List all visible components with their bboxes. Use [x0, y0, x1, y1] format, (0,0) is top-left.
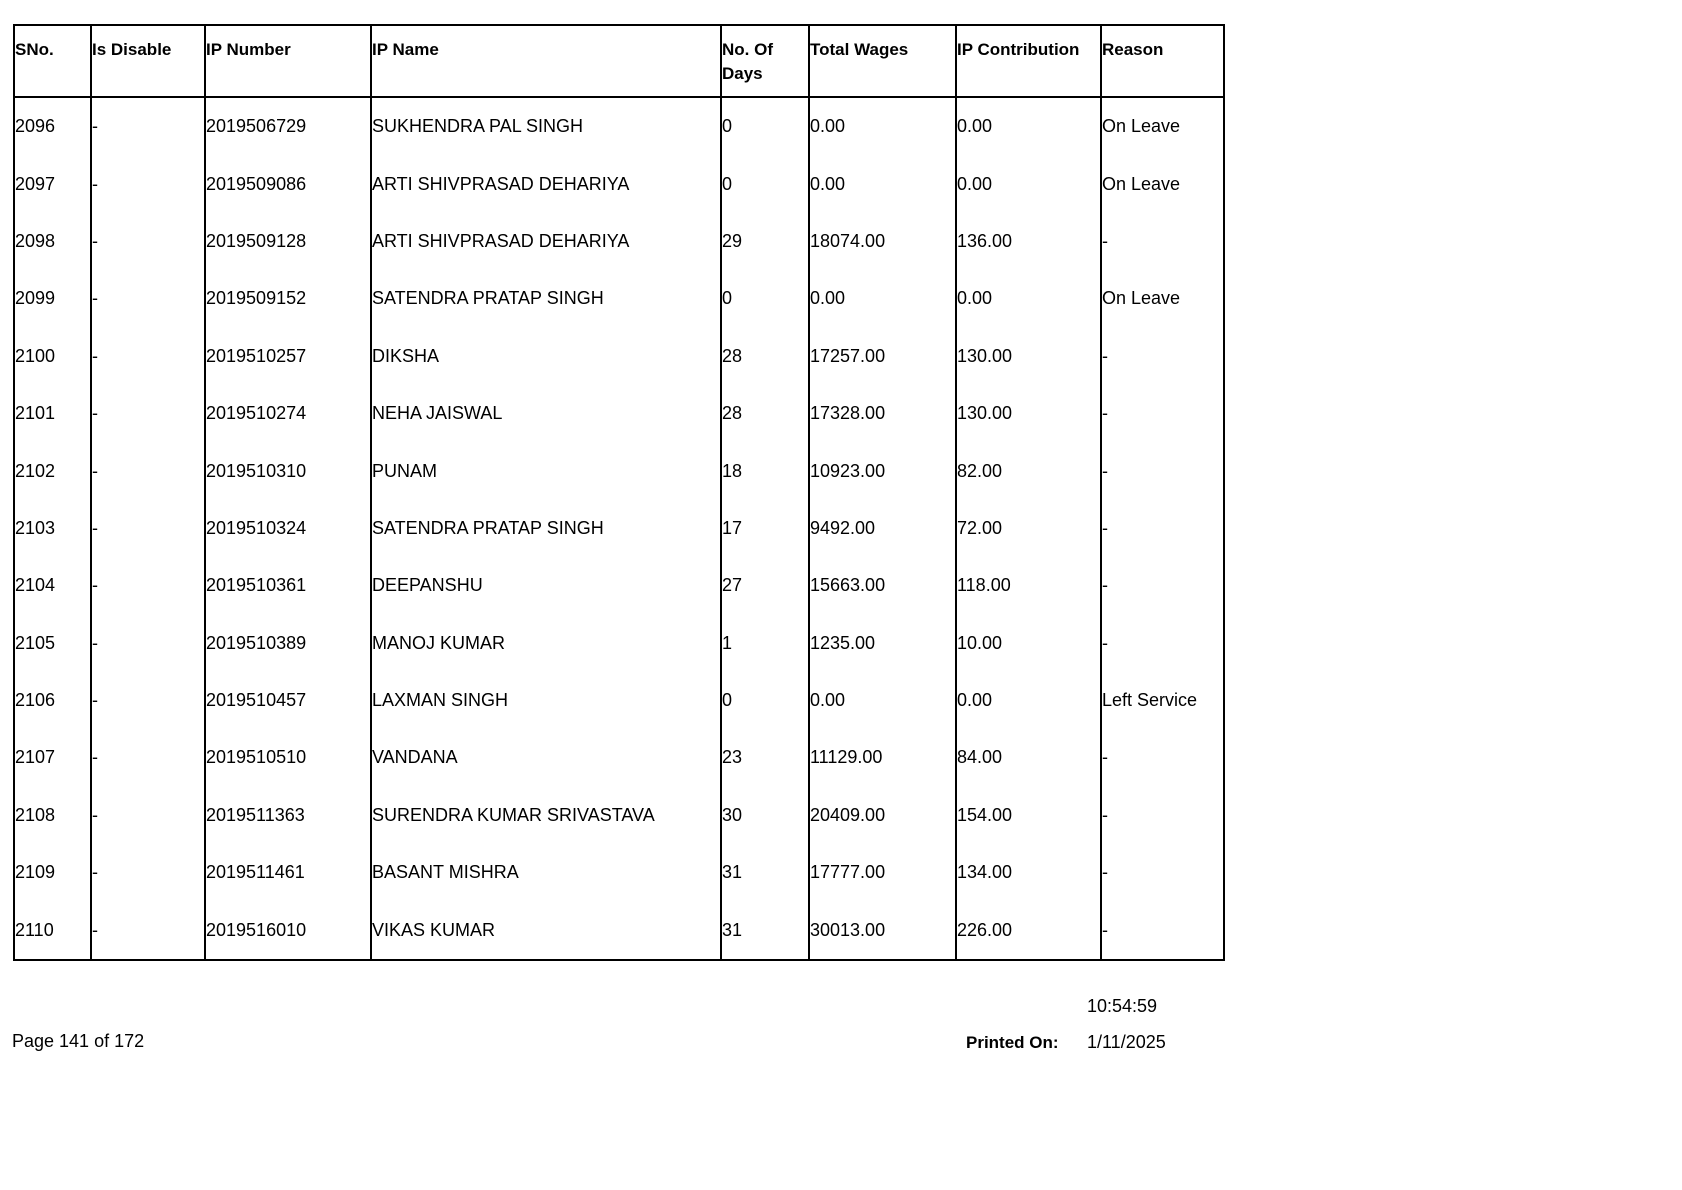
page-number: Page 141 of 172 [12, 1031, 145, 1051]
cell-reason: On Leave [1101, 155, 1224, 212]
cell-is-disable: - [91, 155, 205, 212]
cell-ip-name: SURENDRA KUMAR SRIVASTAVA [371, 787, 721, 844]
cell-ip-name: SUKHENDRA PAL SINGH [371, 97, 721, 155]
cell-sno: 2106 [14, 672, 91, 729]
table-row [14, 442, 1224, 499]
cell-ip-contribution: 130.00 [956, 328, 1101, 385]
cell-reason: - [1101, 901, 1224, 959]
cell-ip-contribution: 0.00 [956, 97, 1101, 155]
cell-reason: - [1101, 844, 1224, 901]
cell-ip-number: 2019510361 [205, 557, 371, 614]
cell-ip-contribution: 0.00 [956, 270, 1101, 327]
table-header [14, 25, 1224, 97]
table-row [14, 844, 1224, 901]
cell-sno: 2105 [14, 615, 91, 672]
cell-ip-number: 2019510510 [205, 729, 371, 786]
cell-ip-name: BASANT MISHRA [371, 844, 721, 901]
cell-no-of-days: 0 [721, 155, 809, 212]
cell-ip-contribution: 118.00 [956, 557, 1101, 614]
cell-ip-contribution: 10.00 [956, 615, 1101, 672]
cell-total-wages: 17777.00 [809, 844, 956, 901]
cell-ip-contribution: 226.00 [956, 901, 1101, 959]
cell-no-of-days: 0 [721, 97, 809, 155]
cell-reason: - [1101, 500, 1224, 557]
cell-ip-number: 2019511461 [205, 844, 371, 901]
cell-ip-contribution: 136.00 [956, 213, 1101, 270]
cell-ip-name: VIKAS KUMAR [371, 901, 721, 959]
cell-total-wages: 0.00 [809, 672, 956, 729]
cell-is-disable: - [91, 328, 205, 385]
cell-no-of-days: 29 [721, 213, 809, 270]
cell-sno: 2102 [14, 442, 91, 499]
cell-ip-contribution: 134.00 [956, 844, 1101, 901]
cell-is-disable: - [91, 557, 205, 614]
cell-ip-number: 2019510324 [205, 500, 371, 557]
cell-is-disable: - [91, 901, 205, 959]
cell-no-of-days: 18 [721, 442, 809, 499]
cell-no-of-days: 1 [721, 615, 809, 672]
cell-is-disable: - [91, 213, 205, 270]
cell-no-of-days: 30 [721, 787, 809, 844]
header-ip-number: IP Number [205, 25, 371, 97]
cell-sno: 2110 [14, 901, 91, 959]
cell-reason: On Leave [1101, 270, 1224, 327]
cell-sno: 2103 [14, 500, 91, 557]
header-total-wages: Total Wages [809, 25, 956, 97]
header-ip-contribution: IP Contribution [956, 25, 1101, 97]
printed-date: 1/11/2025 [1087, 1032, 1166, 1052]
cell-total-wages: 10923.00 [809, 442, 956, 499]
cell-total-wages: 30013.00 [809, 901, 956, 959]
cell-reason: On Leave [1101, 97, 1224, 155]
cell-no-of-days: 0 [721, 672, 809, 729]
table-body [14, 97, 1224, 960]
table-row [14, 155, 1224, 212]
cell-total-wages: 0.00 [809, 270, 956, 327]
header-no-of-days: No. Of Days [721, 25, 809, 97]
cell-no-of-days: 31 [721, 901, 809, 959]
cell-ip-contribution: 130.00 [956, 385, 1101, 442]
table-row [14, 615, 1224, 672]
cell-total-wages: 9492.00 [809, 500, 956, 557]
table-row [14, 97, 1224, 155]
cell-ip-contribution: 84.00 [956, 729, 1101, 786]
cell-ip-number: 2019510257 [205, 328, 371, 385]
cell-no-of-days: 31 [721, 844, 809, 901]
cell-total-wages: 17257.00 [809, 328, 956, 385]
cell-ip-contribution: 0.00 [956, 672, 1101, 729]
cell-ip-name: SATENDRA PRATAP SINGH [371, 500, 721, 557]
cell-is-disable: - [91, 672, 205, 729]
cell-ip-name: ARTI SHIVPRASAD DEHARIYA [371, 155, 721, 212]
cell-ip-number: 2019506729 [205, 97, 371, 155]
table-row [14, 672, 1224, 729]
cell-total-wages: 18074.00 [809, 213, 956, 270]
table-row [14, 901, 1224, 959]
table-row [14, 385, 1224, 442]
table-row [14, 500, 1224, 557]
cell-reason: - [1101, 213, 1224, 270]
cell-no-of-days: 27 [721, 557, 809, 614]
cell-sno: 2107 [14, 729, 91, 786]
cell-reason: - [1101, 557, 1224, 614]
cell-ip-contribution: 82.00 [956, 442, 1101, 499]
cell-no-of-days: 23 [721, 729, 809, 786]
cell-total-wages: 1235.00 [809, 615, 956, 672]
cell-ip-name: DIKSHA [371, 328, 721, 385]
cell-ip-contribution: 154.00 [956, 787, 1101, 844]
cell-ip-number: 2019510457 [205, 672, 371, 729]
cell-ip-number: 2019510274 [205, 385, 371, 442]
cell-sno: 2100 [14, 328, 91, 385]
cell-reason: - [1101, 615, 1224, 672]
cell-total-wages: 0.00 [809, 97, 956, 155]
cell-reason: - [1101, 787, 1224, 844]
cell-is-disable: - [91, 500, 205, 557]
cell-reason: - [1101, 328, 1224, 385]
cell-ip-name: PUNAM [371, 442, 721, 499]
cell-sno: 2104 [14, 557, 91, 614]
cell-sno: 2099 [14, 270, 91, 327]
cell-ip-name: MANOJ KUMAR [371, 615, 721, 672]
cell-total-wages: 17328.00 [809, 385, 956, 442]
cell-reason: - [1101, 729, 1224, 786]
cell-ip-number: 2019509152 [205, 270, 371, 327]
cell-total-wages: 15663.00 [809, 557, 956, 614]
cell-ip-name: NEHA JAISWAL [371, 385, 721, 442]
cell-ip-name: VANDANA [371, 729, 721, 786]
cell-ip-number: 2019510389 [205, 615, 371, 672]
cell-is-disable: - [91, 615, 205, 672]
table-row [14, 787, 1224, 844]
cell-ip-number: 2019516010 [205, 901, 371, 959]
cell-sno: 2108 [14, 787, 91, 844]
cell-no-of-days: 28 [721, 328, 809, 385]
header-row [14, 25, 1224, 97]
printed-time: 10:54:59 [1087, 996, 1158, 1016]
table-row [14, 213, 1224, 270]
cell-sno: 2098 [14, 213, 91, 270]
cell-sno: 2101 [14, 385, 91, 442]
table-row [14, 557, 1224, 614]
cell-total-wages: 11129.00 [809, 729, 956, 786]
contribution-table [13, 24, 1225, 961]
cell-ip-name: ARTI SHIVPRASAD DEHARIYA [371, 213, 721, 270]
cell-ip-name: DEEPANSHU [371, 557, 721, 614]
cell-sno: 2096 [14, 97, 91, 155]
cell-is-disable: - [91, 270, 205, 327]
cell-reason: - [1101, 442, 1224, 499]
table-row [14, 729, 1224, 786]
cell-is-disable: - [91, 442, 205, 499]
cell-ip-name: LAXMAN SINGH [371, 672, 721, 729]
cell-ip-number: 2019509086 [205, 155, 371, 212]
header-reason: Reason [1101, 25, 1224, 97]
cell-is-disable: - [91, 385, 205, 442]
cell-ip-number: 2019510310 [205, 442, 371, 499]
printed-on-label: Printed On: [966, 1033, 1059, 1052]
table-row [14, 328, 1224, 385]
cell-sno: 2097 [14, 155, 91, 212]
table-row [14, 270, 1224, 327]
cell-sno: 2109 [14, 844, 91, 901]
cell-reason: Left Service [1101, 672, 1224, 729]
cell-ip-number: 2019509128 [205, 213, 371, 270]
cell-total-wages: 0.00 [809, 155, 956, 212]
cell-ip-contribution: 72.00 [956, 500, 1101, 557]
cell-is-disable: - [91, 844, 205, 901]
cell-ip-number: 2019511363 [205, 787, 371, 844]
cell-is-disable: - [91, 787, 205, 844]
cell-ip-contribution: 0.00 [956, 155, 1101, 212]
cell-total-wages: 20409.00 [809, 787, 956, 844]
cell-no-of-days: 17 [721, 500, 809, 557]
cell-no-of-days: 28 [721, 385, 809, 442]
header-is-disable: Is Disable [91, 25, 205, 97]
cell-ip-name: SATENDRA PRATAP SINGH [371, 270, 721, 327]
cell-no-of-days: 0 [721, 270, 809, 327]
cell-is-disable: - [91, 729, 205, 786]
cell-reason: - [1101, 385, 1224, 442]
header-ip-name: IP Name [371, 25, 721, 97]
cell-is-disable: - [91, 97, 205, 155]
header-sno: SNo. [14, 25, 91, 97]
